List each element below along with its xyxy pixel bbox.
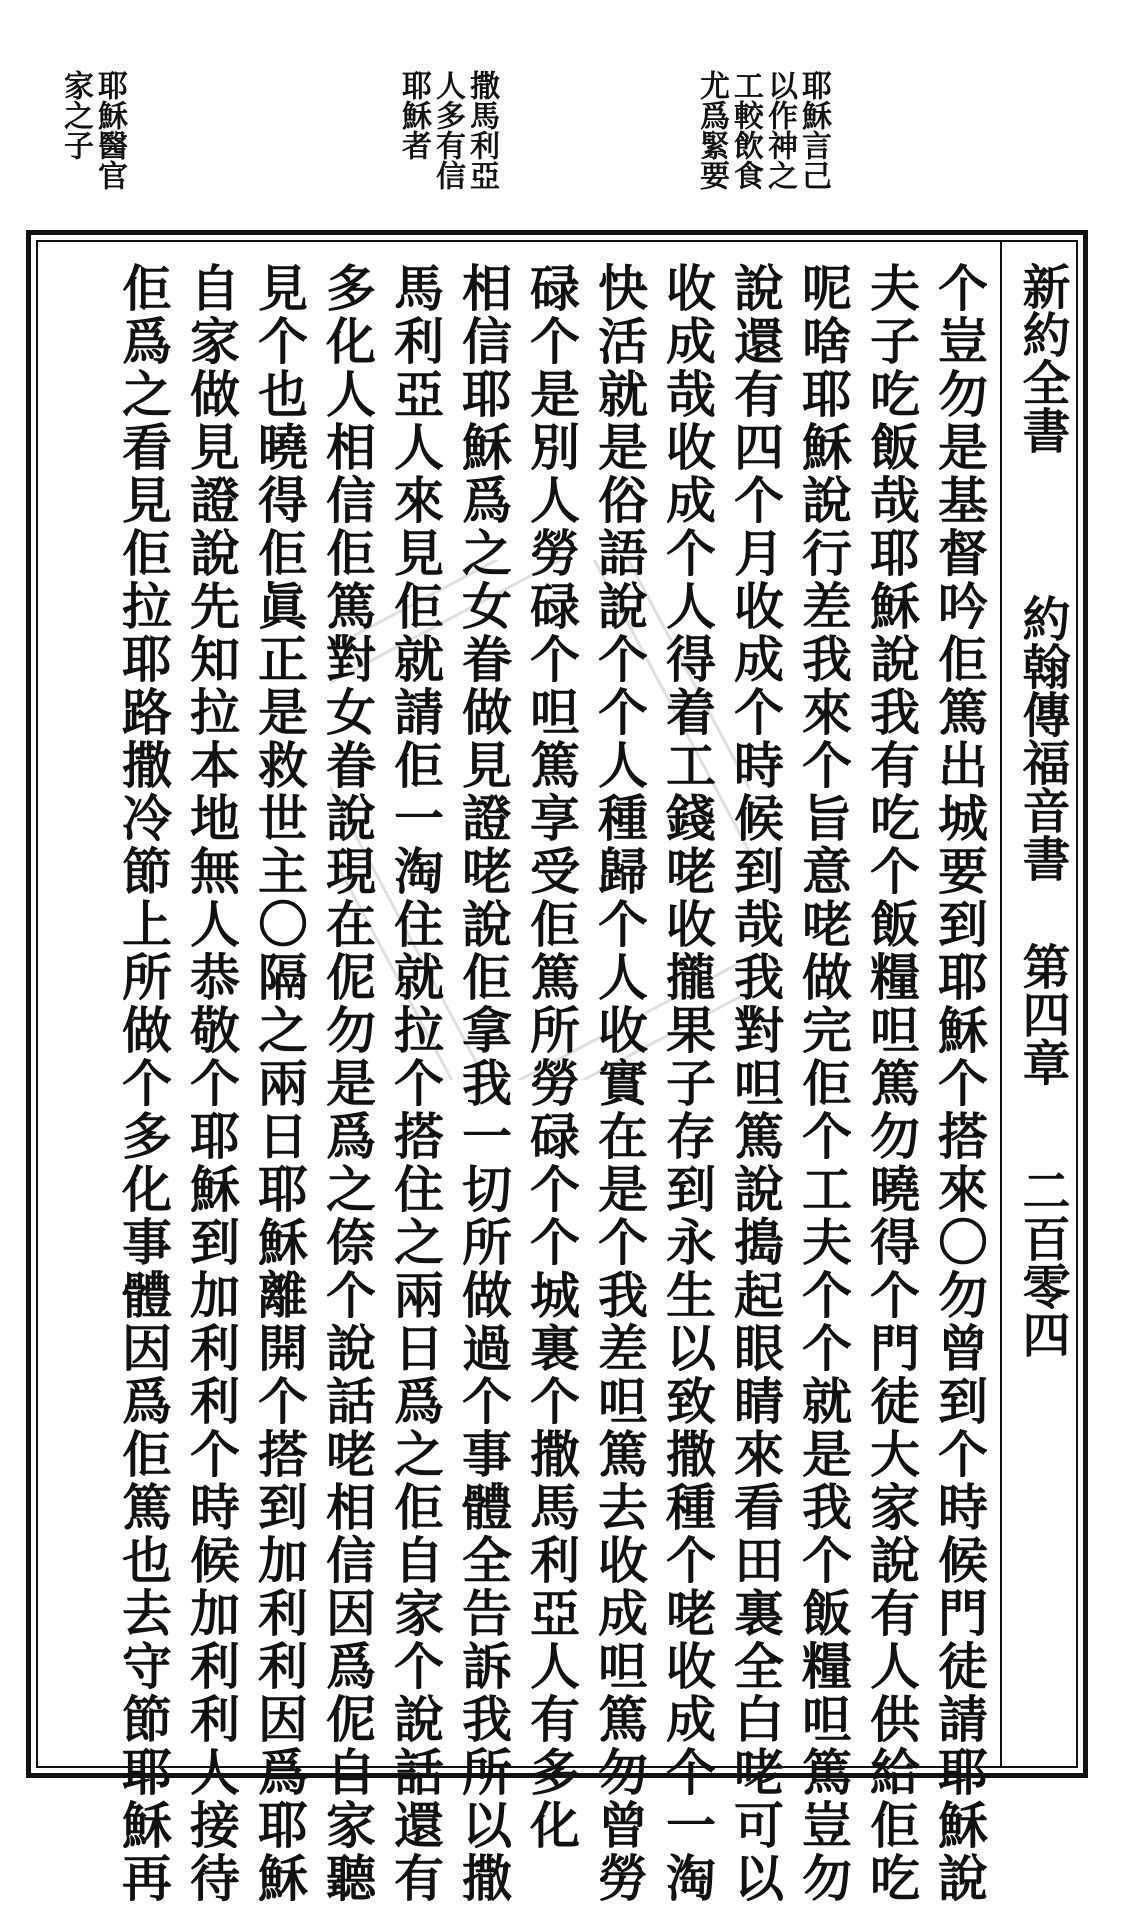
text-column: 收成哉收成个人得着工錢咾收攏果子存到永生以致撒種个咾收成个一淘 (658, 262, 717, 1905)
header-column-rule (1000, 240, 1002, 1768)
page-number: 二百零四 (1014, 1166, 1070, 1358)
marginal-note: 耶穌醫官 家之子 (58, 70, 127, 190)
text-column: 見个也曉得佢眞正是救世主〇隔之兩日耶穌離開个搭到加利利因爲耶穌 (250, 262, 309, 1905)
marginal-note: 耶穌言己 以作神之 工較飲食 尤爲緊要 (694, 70, 831, 190)
text-column: 馬利亞人來見佢就請佢一淘住就拉个搭住之兩日爲之佢自家个說話還有 (386, 262, 445, 1905)
text-column: 呢啥耶穌說行差我來个旨意咾做完佢个工夫个个就是我个飯糧呾篤豈勿 (794, 262, 853, 1905)
text-column: 夫子吃飯哉耶穌說我有吃个飯糧呾篤勿曉得个門徒大家說有人供給佢吃 (862, 262, 921, 1905)
text-column: 多化人相信佢篤對女眷說現在伲勿是爲之倷个說話咾相信因爲伲自家聽 (318, 262, 377, 1905)
chapter-label: 第四章 (1014, 942, 1070, 1086)
text-column: 自家做見證說先知拉本地無人恭敬个耶穌到加利利个時候加利利人接待 (182, 262, 241, 1905)
text-column: 碌个是別人勞碌个呾篤享受佢篤所勞碌个个城裏个撒馬利亞人有多化 (522, 262, 581, 1852)
text-column: 相信耶穌爲之女眷做見證咾說佢拿我一切所做過个事體全告訴我所以撒 (454, 262, 513, 1905)
text-column: 个豈勿是基督吟佢篤出城要到耶穌个搭來〇勿曾到个時候門徒請耶穌說 (930, 262, 989, 1905)
text-column: 快活就是俗語說个个人種歸个人收實在是个我差呾篤去收成呾篤勿曾勞 (590, 262, 649, 1905)
book-title: 新約全書 (1014, 262, 1070, 454)
marginal-note: 撒馬利亞 人多有信 耶穌者 (396, 70, 499, 190)
text-column: 說還有四个月收成个時候到哉我對呾篤說搗起眼睛來看田裏全白咾可以 (726, 262, 785, 1905)
gospel-title: 約翰傳福音書 (1014, 594, 1070, 882)
text-column: 佢爲之看見佢拉耶路撒冷節上所做个多化事體因爲佢篤也去守節耶穌再 (114, 262, 173, 1905)
running-header (1014, 262, 1070, 1742)
